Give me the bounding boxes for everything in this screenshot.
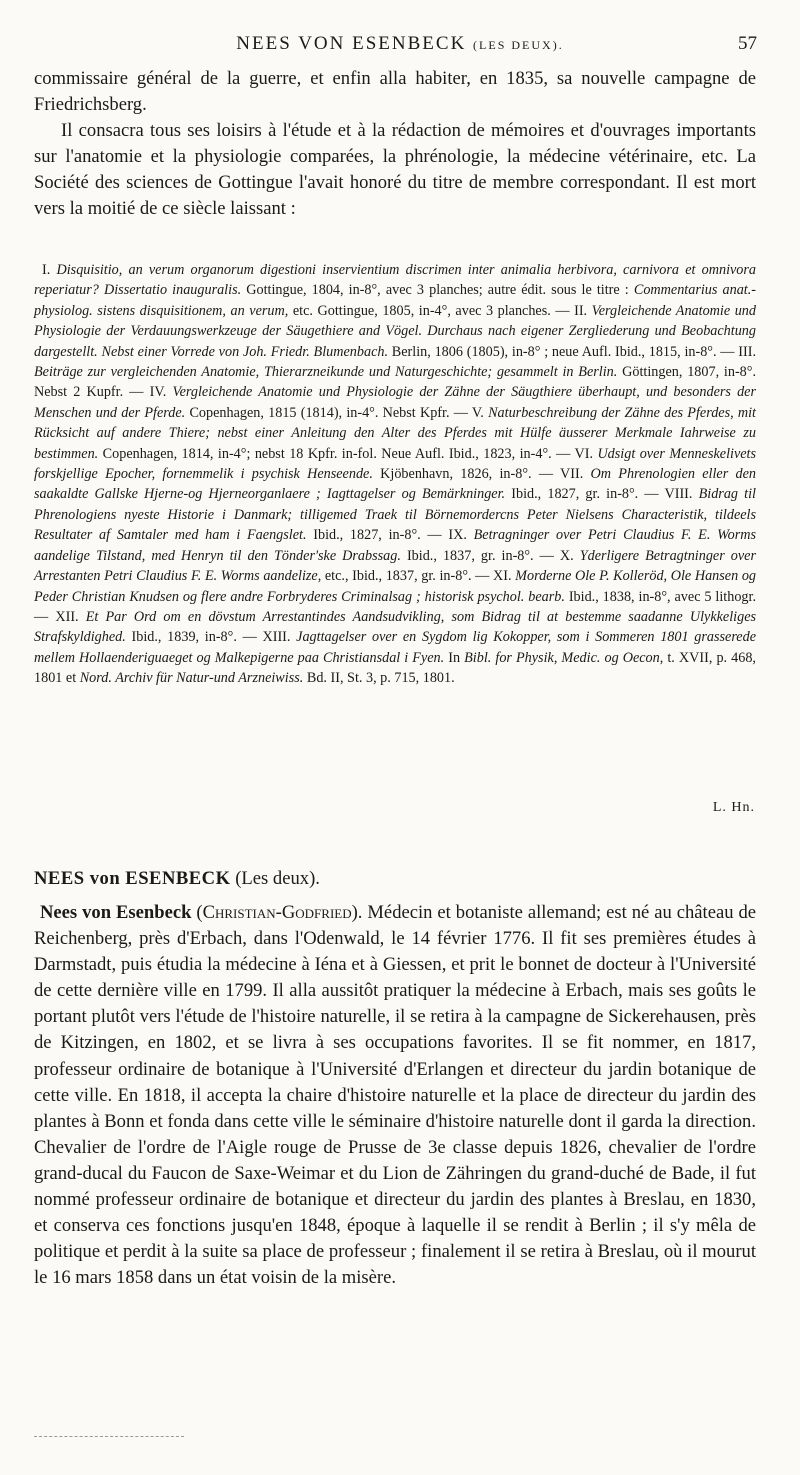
works-list: [34, 260, 756, 689]
works-paragraph: [34, 260, 756, 689]
page-header: [0, 33, 800, 59]
section-heading: [34, 868, 320, 890]
work-reference: Copenhagen, 1814, in-4°; nebst 18 Kpfr. in-fol. Neue Aufl. Ibid., 1823, in-4°. —: [98, 445, 575, 462]
work-title: Yderligere Betragtninger over Arrestanten Petri Claudius F. E. Worms aandelize,: [34, 547, 756, 585]
work-reference: Ibid., 1839, in-8°. —: [125, 629, 263, 646]
work-reference: Göttingen, 1807, in-8°. Nebst 2 Kupfr. —: [34, 364, 756, 401]
work-reference: Copenhagen, 1815 (1814), in-4°. Nebst Kpfr. —: [185, 404, 472, 421]
biography-lead-name: Nees von Esenbeck: [40, 902, 192, 923]
work-title: Vergleichende Anatomie und Physiologie der Verdauungswerkzeuge der Säugethiere and Vögel. Durchaus nach eigener Zergliederung und Beobachtung dargestellt. Nebst einer Vorrede von Joh. Friedr. Blumenbach.: [34, 302, 756, 360]
work-reference: Ibid., 1827, gr. in-8°. —: [505, 486, 665, 503]
work-number: III.: [738, 343, 757, 360]
work-number: XIII.: [262, 629, 291, 646]
work-number: IV.: [149, 384, 167, 401]
work-title: Bidrag til Phrenologiens nyeste Historie i Danmark; tilligemed Traek til Börnemordercns Peter Nielsens Characteristik, tildeels Resultater af Samtaler med ham i Faengslet.: [34, 486, 756, 544]
work-number: VII.: [560, 466, 584, 483]
work-number: I.: [42, 262, 51, 278]
work-title: Naturbeschreibung der Zähne des Pferdes, mit Rücksicht auf andere Thiere; nebst einer Anleitung den Alter des Pferdes mit Hülfe äusserer Merkmale Iahrweise zu bestimmen.: [34, 404, 756, 462]
intro-text: [34, 66, 756, 223]
work-title: Vergleichende Anatomie und Physiologie der Zähne der Säugthiere überhaupt, und besonders der Menschen und der Pferde.: [34, 384, 756, 421]
work-reference: Ibid., 1837, gr. in-8°. —: [400, 547, 560, 564]
running-title-suffix: (LES DEUX).: [473, 38, 564, 52]
author-signature: L. Hn.: [712, 800, 755, 815]
work-title: Et Par Ord om en dövstum Arrestantindes Aandsudvikling, som Bidrag til at bestemme saadanne Ulykkeliges Strafskyldighed.: [34, 608, 757, 646]
work-reference: In: [444, 649, 465, 666]
work-number: II.: [574, 302, 588, 319]
page-number: 57: [738, 33, 757, 54]
running-title-name: NEES VON ESENBECK: [236, 33, 467, 54]
footer-rule: [34, 1436, 184, 1437]
work-reference: Bd. II, St. 3, p. 715, 1801.: [303, 670, 455, 687]
work-reference: Kjöbenhavn, 1826, in-8°. —: [372, 466, 561, 483]
running-title: [0, 33, 800, 55]
work-title: Om Phrenologien eller den saakaldte Gallske Hjerne-og Hjerneorganlaere ; Iagttagelser og Bemärkninger.: [34, 466, 756, 503]
work-title: Bibl. for Physik, Medic. og Oecon,: [464, 649, 664, 666]
work-reference: etc. Gottingue, 1805, in-4°, avec 3 planches. —: [288, 302, 575, 319]
work-number: XI.: [492, 568, 512, 585]
work-number: X.: [559, 547, 574, 564]
work-title: Commentarius anat.-physiolog. sistens disquisitionem, an verum,: [34, 282, 757, 319]
biography-paragraph: [34, 900, 756, 1291]
work-title: Beiträge zur vergleichenden Anatomie, Thierarzneikunde und Naturgeschichte; gesammelt in Berlin.: [34, 364, 618, 381]
work-reference: etc., Ibid., 1837, gr. in-8°. —: [321, 568, 493, 585]
work-reference: Berlin, 1806 (1805), in-8° ; neue Aufl. Ibid., 1815, in-8°. —: [388, 343, 739, 360]
work-title: Nord. Archiv für Natur-und Arzneiwiss.: [79, 670, 304, 687]
work-title: Udsigt over Menneskelivets forskjellige Epocher, fornemmelik i psychisk Henseende.: [34, 445, 757, 483]
work-number: IX.: [448, 527, 467, 544]
work-reference: t. XVII, p. 468, 1801 et: [34, 649, 756, 687]
biography-text: Médecin et botaniste allemand; est né au château de Reichenberg, près d'Erbach, dans l'Odenwald, le 14 février 1776. Il fit ses premières études à Darmstadt, puis étudia la médecine à Iéna et à Giessen, et prit le bonnet de docteur à l'Université de cette dernière ville en 1799. Il alla aussitôt pratiquer la médecine à Erbach, mais ses goûts le portant plutôt vers l'étude de l'histoire naturelle, il se retira à la campagne de Sickerehausen, près de Kitzingen, en 1802, et se livra à ses occupations favorites. Il se fit nommer, en 1817, professeur ordinaire de botanique à l'Université d'Erlangen et directeur du jardin botanique de cette ville. En 1818, il accepta la chaire d'histoire naturelle et la place de directeur du jardin des plantes à Bonn et fonda dans cette ville le séminaire d'histoire naturelle dont il garda la direction. Chevalier de l'ordre de l'Aigle rouge de Prusse de 3e classe depuis 1826, chevalier de l'ordre grand-ducal du Faucon de Saxe-Weimar et du Lion de Zähringen du grand-duché de Bade, il fut nommé professeur ordinaire de botanique et directeur du jardin des plantes à Breslau, en 1830, et conserva ces fonctions jusqu'en 1848, époque à laquelle il se rendit à Berlin ; il s'y mêla de politique et perdit à la suite sa place de professeur ; finalement il se retira à Breslau, où il mourut le 16 mars 1858 dans un état voisin de la misère.: [34, 902, 756, 1289]
section-heading-name: NEES von ESENBECK: [34, 868, 231, 889]
biography: [34, 900, 756, 1291]
work-title: Jagttagelser over en Sygdom lig Kokopper, som i Sommeren 1801 grasserede mellem Hollaenderiguaeget og Malkepigerne paa Christiansdal i Fyen.: [34, 629, 756, 666]
work-number: VI.: [574, 445, 593, 462]
section-heading-suffix: (Les deux).: [235, 868, 320, 889]
work-reference: Gottingue, 1804, in-8°, avec 3 planches; autre édit. sous le titre :: [241, 282, 634, 299]
intro-paragraph-1: commissaire général de la guerre, et enfin alla habiter, en 1835, sa nouvelle campagne de Friedrichsberg.: [34, 68, 756, 116]
work-number: V.: [471, 404, 484, 421]
biography-given-names: (Christian-Godfried).: [196, 902, 363, 923]
intro-paragraph-2: Il consacra tous ses loisirs à l'étude et à la rédaction de mémoires et d'ouvrages importants sur l'anatomie et la physiologie comparées, la phrénologie, la médecine vétérinaire, etc. La Société des sciences de Gottingue l'avait honoré du titre de membre correspondant. Il est mort vers la moitié de ce siècle laissant :: [34, 120, 756, 220]
work-number: XII.: [55, 608, 79, 625]
work-title: Disquisitio, an verum organorum digestioni inservientium discrimen inter animalia herbivora, carnivora et omnivora reperiatur? Dissertatio inauguralis.: [34, 262, 757, 299]
work-title: Morderne Ole P. Kolleröd, Ole Hansen og Peder Christian Knudsen og flere andre Forbryderes Criminalsag ; historisk psychol. bearb.: [34, 568, 757, 605]
work-title: Betragninger over Petri Claudius F. E. Worms aandelige Tilstand, med Henryn til den Tönder'ske Drabssag.: [34, 527, 757, 564]
work-number: VIII.: [664, 486, 693, 503]
work-reference: Ibid., 1827, in-8°. —: [306, 527, 449, 544]
work-reference: Ibid., 1838, in-8°, avec 5 lithogr. —: [34, 588, 756, 625]
